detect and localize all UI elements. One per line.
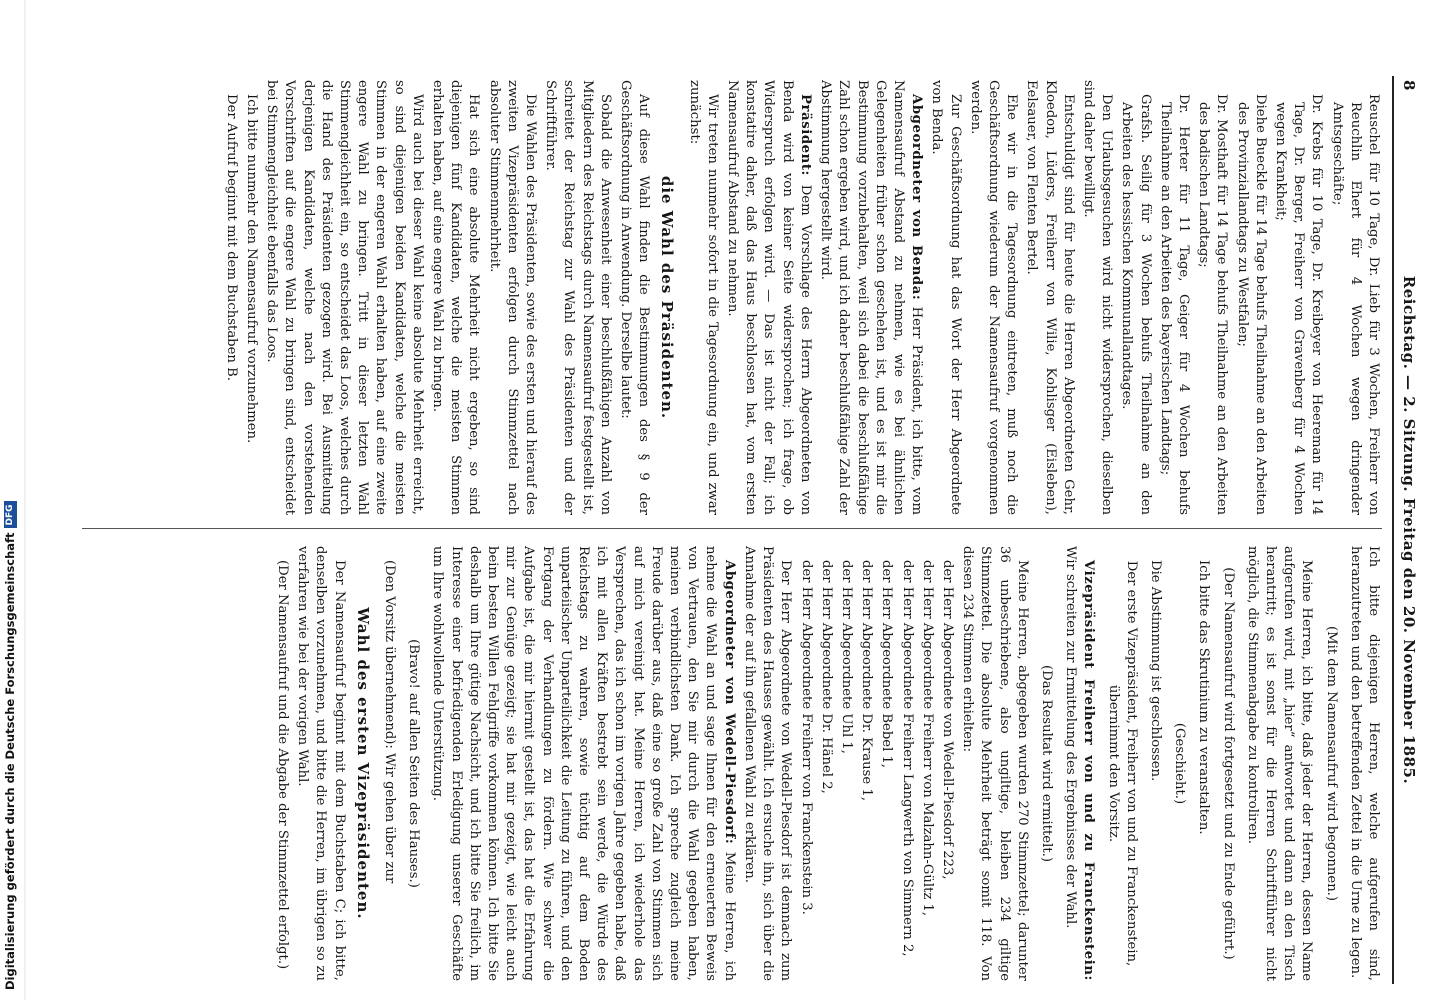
stage-note: (Der Namensaufruf und die Abgabe der Stimmzettel erfolgt.)	[275, 560, 291, 970]
vote-result: der Herr Abgeordnete Freiherr Langwerth von Simmern 2,	[899, 560, 915, 957]
leave-entry: Dr. Mosthaft für 14 Tage behufs Theilnahme an den Arbeiten des badischen Landtags;	[1196, 94, 1230, 515]
paragraph: Ich bitte das Skrutinium zu veranstalten.	[1196, 560, 1212, 835]
stage-note: (Bravo! auf allen Seiten des Hauses.)	[406, 639, 422, 888]
quoted-rule: Hat sich eine absolute Mehrheit nicht ergeben, so sind diejenigen fünf Kandidaten, welche die meisten Stimmen erhalten haben, auf eine engere Wahl zu bringen.	[430, 80, 482, 515]
speech-text: Herr Präsident, ich bitte, vom Namensaufruf Abstand zu nehmen, wie es bei ähnlichen Gelegenheiten früher schon geschehen ist, und es ist mir die Bestimmung vorzubehalten, weil sich dabei die beschlußfähige Zahl schon ergeben wird, und ich daher beschlußfähige Zahl der Abstimmung hergestellt wird.	[818, 80, 925, 515]
paragraph: Der Namensaufruf beginnt mit dem Buchstaben C; ich bitte, denselben vorzunehmen, und bitte die Herren, im übrigen so zu verfahren wie bei der vorigen Wahl.	[295, 546, 347, 981]
vote-result: der Herr Abgeordnete Uhl 1,	[838, 560, 854, 754]
vote-result: der Herr Abgeordnete Dr. Krause 1,	[859, 560, 875, 802]
speech-text: Meine Herren, ich nehme die Wahl an und sage Ihnen für den erneuerten Beweis von Vertrauen, den Sie mir durch die Wahl gegeben haben, meinen verbindlichsten Dank. Ich spreche zugleich meine Freude darüber aus, daß eine so große Zahl von Stimmen sich auf mich vereinigt hat. Meine Herren, ich wiederhole das Versprechen, das ich schon im vorigen Jahre gegeben habe, daß ich mit allen Kräften bestrebt sein werde, die Würde des Reichstags zu wahren, sowie tüchtig auf dem Boden unparteiischer Unparteilichkeit die Leitung zu führen, und den Fortgang der Verhandlungen zu fördern. Wie schwer die Aufgabe ist, die mir hiermit gestellt ist, das hat die Erfahrung mir zur Genüge gezeigt; sie hat mir gezeigt, wie leicht auch beim besten Willen Fehlgriffe vorkommen können. Ich bitte Sie deshalb um Ihre gütige Nachsicht, und ich bitte Sie freilich, im Interesse einer befriedigenden Erledigung unserer Geschäfte um Ihre wohlwollende Unterstützung.	[430, 546, 737, 981]
vote-result: der Herr Abgeordnete Freiherr von Malzahn-Gültz 1,	[919, 560, 935, 917]
stage-note: (Mit dem Namensaufruf wird begonnen.)	[1323, 625, 1339, 902]
speaker-name: Abgeordneter von Wedell-Piesdorf:	[721, 560, 737, 845]
quoted-rule: Die Wahlen des Präsidenten, sowie des ersten und hierauf des zweiten Vizepräsidenten erfolgen durch Stimmzettel nach absoluter Stimmenmehrheit.	[486, 80, 539, 515]
left-column	[72, 80, 1382, 515]
credit-text: Digitalisierung gefördert durch die Deutsche Forschungsgemeinschaft	[3, 532, 17, 990]
speech	[723, 80, 814, 515]
paragraph: Entschuldigt sind für heute die Herren Abgeordneten Gehr, Kloedon, Lüders, Freiherr von Wilie, Kohlisger (Eisleben), Eelsauer, von Flenten Bertel.	[1024, 80, 1076, 515]
leave-entry: Dr. Krebs für 10 Tage, Dr. Kreibeyer von Heereman für 14 Tage, Dr. Berger, Freiherr von Gravenberg für 4 Wochen wegen Krankheit;	[1272, 94, 1325, 515]
paragraph: Zur Geschäftsordnung hat das Wort der Herr Abgeordnete von Benda.	[929, 80, 963, 515]
vote-result: der Herr Abgeordnete von Wedell-Piesdorf 223,	[939, 560, 955, 880]
dfg-logo: DFG	[4, 501, 17, 528]
stage-note: Der erste Vizepräsident, Freiherr von und zu Franckenstein, übernimmt den Vorsitz.	[1105, 560, 1139, 967]
paragraph: Die Abstimmung ist geschlossen.	[1147, 560, 1163, 782]
paragraph: Meine Herren, abgegeben wurden 270 Stimmzettel; darunter 36 unbeschriebene, also ungiltige, bleiben 234 giltige Stimmzettel. Die absolute Mehrheit beträgt somit 118. Von diesen 234 Stimmen erhielten:	[960, 546, 1030, 981]
paragraph: Ich bitte diejenigen Herren, welche aufgerufen sind, heranzutreten und den betreffenden Zettel in die Urne zu legen.	[1347, 546, 1381, 981]
paragraph: Wir treten nunmehr sofort in die Tagesordnung ein, und zwar zunächst:	[686, 80, 720, 515]
right-column	[72, 546, 1382, 981]
scan-edge	[24, 0, 26, 1000]
section-heading: die Wahl des Präsidenten.	[658, 175, 677, 420]
stage-note: (Das Resultat wird ermittelt.)	[1038, 665, 1054, 862]
leave-entry: Diehe Bueckle für 14 Tage behufs Theilnahme an den Arbeiten des Provinziallandtags zu Westfalen;	[1234, 94, 1268, 515]
speaker-name: Präsident:	[797, 94, 813, 177]
paragraph: Ich bitte nunmehr den Namensaufruf vorzunehmen.	[244, 94, 260, 444]
vote-result: der Herr Abgeordnete Bebel 1,	[879, 560, 895, 769]
speech-text: Dem Vorschlage des Herrn Abgeordneten von Benda wird von keiner Seite widersprochen; ich frage, ob Widerspruch erfolgen wird. — Das ist nicht der Fall; ich konstatire daher, daß das Haus beschlossen hat, vom ersten Namensaufruf Abstand zu nehmen.	[725, 80, 813, 515]
paragraph: Der Aufruf beginnt mit dem Buchstaben B.	[223, 94, 239, 381]
leave-entry: Reuschel für 10 Tage, Dr. Lieb für 3 Wochen, Freiherr von Reuchlin Ehert für 4 Wochen wegen dringender Amtsgeschäfte;	[1329, 94, 1381, 515]
paragraph: Ehe wir in die Tagesordnung eintreten, muß noch die Geschäftsordnung wiederum der Namensaufruf vorgenommen werden.	[967, 80, 1020, 515]
speech	[816, 80, 925, 515]
quoted-rule: Wird auch bei dieser Wahl keine absolute Mehrheit erreicht, so sind diejenigen beiden Kandidaten, welche die meisten Stimmen in der engeren Wahl erhalten haben, auf eine zweite engere Wahl zu bringen. Tritt in dieser letzten Wahl Stimmengleichheit ein, so entscheidet das Loos, welches durch die Hand des Präsidenten gezogen wird. Bei Ausmittelung derjenigen Kandidaten, welche nach den vorstehenden Vorschriften auf die engere Wahl zu bringen sind, entscheidet bei Stimmengleichheit ebenfalls das Loos.	[264, 80, 425, 515]
quoted-rule: Sobald die Anwesenheit einer beschlußfähigen Anzahl von Mitgliedern des Reichstags durch Namensaufruf festgestellt ist, schreitet der Reichstag zur Wahl des Präsidenten und der Schriftführer.	[543, 80, 613, 515]
speaker-name: Vizepräsident Freiherr von und zu Franckenstein:	[1081, 560, 1097, 981]
dfg-credit	[3, 501, 17, 990]
speaker-name: Abgeordneter von Benda:	[909, 94, 925, 301]
stage-note: (Geschieht.)	[1172, 722, 1188, 805]
page-number: 8	[1400, 80, 1418, 91]
paragraph: Der Herr Abgeordnete von Wedell-Piesdorf ist demnach zum Präsidenten des Hauses gewählt. Ich ersuche ihn, sich über die Annahme der auf ihn gefallenen Wahl zu erklären.	[741, 546, 794, 981]
speech	[1061, 546, 1097, 981]
paragraph: Auf diese Wahl finden die Bestimmungen des § 9 der Geschäftsordnung in Anwendung. Derselbe lautet:	[618, 80, 652, 515]
page-title: Reichstag. — 2. Sitzung. Freitag den 20. November 1885.	[1400, 275, 1418, 785]
page-header	[1392, 76, 1422, 984]
paragraph: Meine Herren, ich bitte, daß jeder der Herren, dessen Name aufgerufen wird, mit „hier“ antwortet und dann an den Tisch herantritt; es ist sonst für die Herren Schriftführer nicht möglich, die Stimmenabgabe zu kontroliren.	[1244, 546, 1315, 981]
section-heading: Wahl des ersten Vizepräsidenten.	[353, 607, 372, 920]
newspaper-page	[62, 76, 1422, 984]
side-strip	[0, 0, 22, 1000]
speech-text: Wir schreiten zur Ermittelung des Ergebnisses der Wahl.	[1063, 546, 1079, 929]
vote-result: der Herr Abgeordnete Freiherr von Franckenstein 3.	[798, 560, 814, 915]
column-divider	[82, 528, 1382, 529]
speech	[428, 546, 737, 981]
leave-entry: Dr. Herter für 11 Tage, Geiger für 4 Wochen behufs Theilnahme an den Arbeiten des bayerischen Landtags;	[1157, 94, 1191, 515]
paragraph: (Den Vorsitz übernehmend): Wir gehen über zur	[382, 560, 398, 884]
leave-entry: Grafsh. Seilig für 3 Wochen behufs Theilnahme an den Arbeiten des hessischen Kommunallandtages.	[1119, 94, 1153, 515]
stage-note: (Der Namensaufruf wird fortgesetzt und zu Ende geführt.)	[1220, 567, 1236, 960]
paragraph: Den Urlaubsgesuchen wird nicht widersprochen, dieselben sind daher bewilligt.	[1080, 80, 1115, 515]
vote-result: der Herr Abgeordnete Dr. Hänel 2,	[818, 560, 834, 794]
